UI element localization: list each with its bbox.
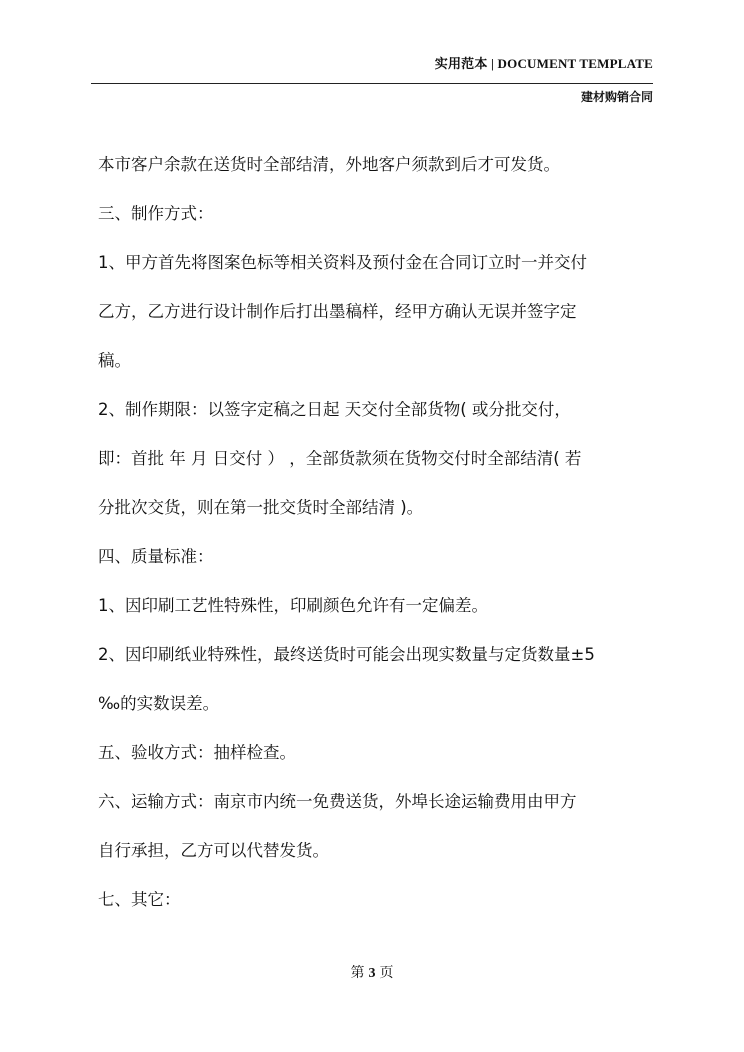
- body-line: 分批次交货，则在第一批交货时全部结清 )。: [98, 498, 424, 517]
- body-line: 1、因印刷工艺性特殊性，印刷颜色允许有一定偏差。: [98, 596, 488, 615]
- page-footer: [0, 962, 744, 982]
- section-heading: 四、质量标准：: [98, 547, 214, 566]
- body-line: 本市客户余款在送货时全部结清，外地客户须款到后才可发货。: [98, 155, 560, 174]
- section-heading: 七、其它：: [98, 890, 181, 909]
- body-line: ‰的实数误差。: [98, 694, 220, 713]
- body-line: 即：首批 年 月 日交付 ） ，全部货款须在货物交付时全部结清( 若: [98, 449, 582, 468]
- page-suffix: 页: [379, 966, 394, 981]
- page-number: 3: [368, 966, 376, 981]
- header-divider: [91, 83, 653, 84]
- body-line: 2、因印刷纸业特殊性，最终送货时可能会出现实数量与定货数量±5: [98, 645, 595, 664]
- body-line: 1、甲方首先将图案色标等相关资料及预付金在合同订立时一并交付: [98, 253, 587, 272]
- header-subtitle: 建材购销合同: [580, 90, 653, 104]
- body-line: 2、制作期限：以签字定稿之日起 天交付全部货物( 或分批交付，: [98, 400, 571, 419]
- section-heading: 六、运输方式：南京市内统一免费送货，外埠长途运输费用由甲方: [98, 792, 577, 811]
- body-line: 稿。: [98, 351, 131, 370]
- page-prefix: 第: [350, 966, 365, 981]
- body-line: 乙方，乙方进行设计制作后打出墨稿样，经甲方确认无误并签字定: [98, 302, 577, 321]
- section-heading: 五、验收方式：抽样检查。: [98, 743, 296, 762]
- body-line: 自行承担，乙方可以代替发货。: [98, 841, 329, 860]
- document-body: [98, 140, 664, 924]
- section-heading: 三、制作方式：: [98, 204, 214, 223]
- header-top-line: 实用范本 | DOCUMENT TEMPLATE: [434, 56, 653, 71]
